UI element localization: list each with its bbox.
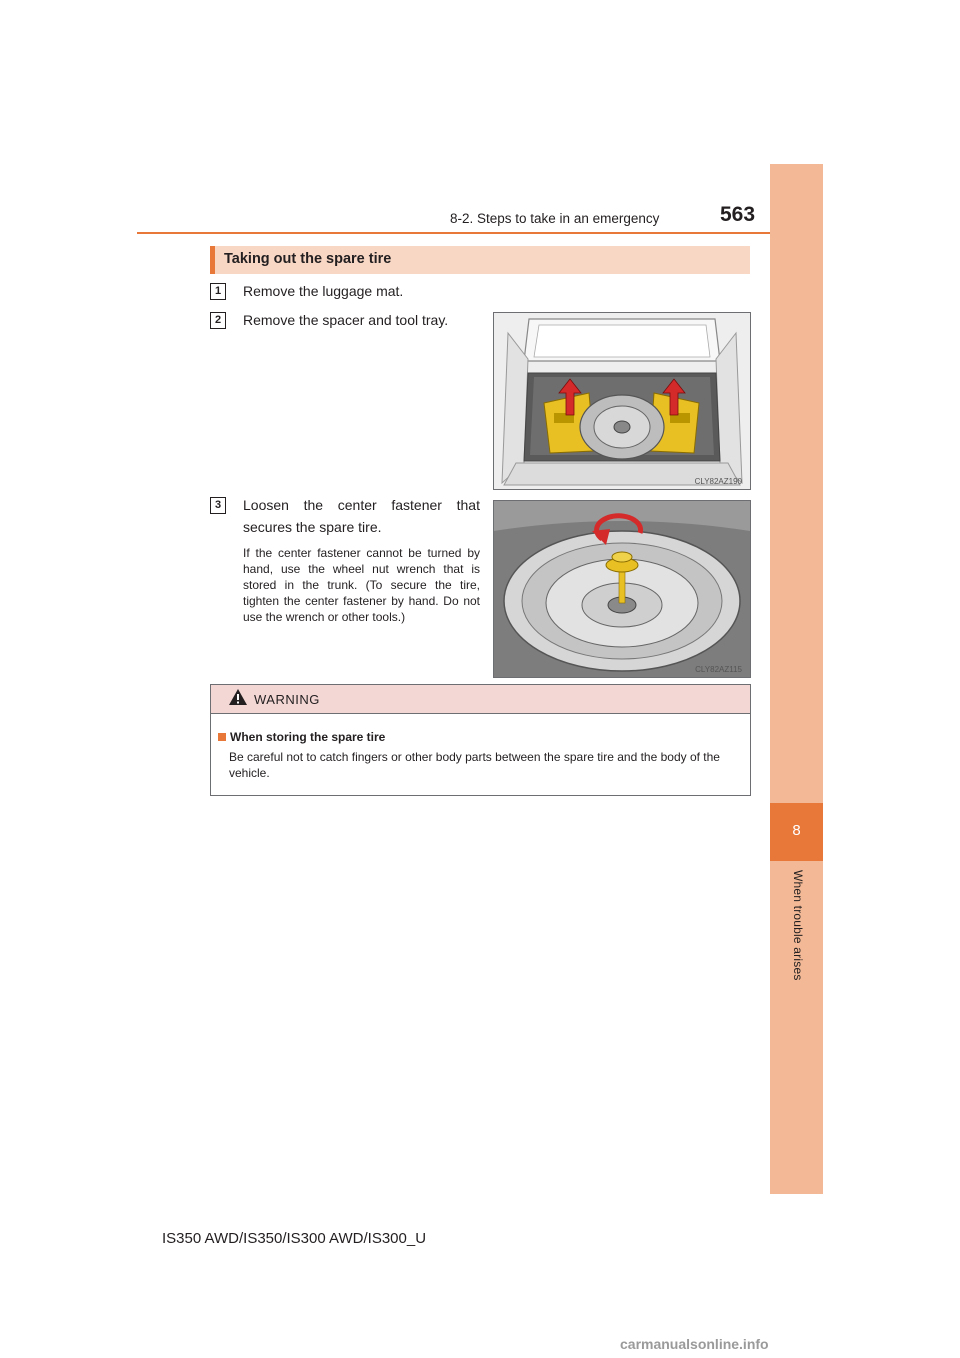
step-number-2: 2 [210, 312, 226, 329]
step-number-1: 1 [210, 283, 226, 300]
page-number: 563 [720, 203, 756, 226]
spare-tire-drawing [494, 501, 750, 677]
section-title: 8-2. Steps to take in an emergency [450, 211, 660, 226]
footer-model: IS350 AWD/IS350/IS300 AWD/IS300_U [162, 1230, 427, 1247]
chapter-number: 8 [792, 822, 801, 839]
warning-subheading [218, 730, 385, 744]
square-bullet-icon [218, 733, 226, 741]
warning-title: WARNING [254, 692, 320, 707]
step-text-1: Remove the luggage mat. [243, 283, 404, 299]
warning-body: Be careful not to catch fingers or other body parts between the spare tire and the body of the vehicle. [229, 750, 720, 780]
chapter-side-band [770, 164, 823, 1194]
step-text-3: Loosen the center fastener that secures the spare tire. [243, 497, 480, 535]
tire-illustration-code: CLY82AZ115 [695, 665, 742, 674]
section-heading: Taking out the spare tire [224, 251, 392, 267]
spare-tire-illustration [493, 500, 751, 678]
header-divider [137, 232, 823, 234]
step-number-3: 3 [210, 497, 226, 514]
watermark: carmanualsonline.info [620, 1336, 769, 1352]
warning-triangle-icon [228, 688, 248, 706]
step-3-note: If the center fastener cannot be turned by hand, use the wheel nut wrench that is stored in the trunk. (To secure the tire, tighten the center fastener by hand. Do not use the wrench or other tools.) [243, 546, 480, 624]
section-heading-accent [210, 246, 215, 274]
trunk-illustration [493, 312, 751, 490]
chapter-label: When trouble arises [791, 870, 805, 981]
trunk-drawing [494, 313, 750, 489]
trunk-illustration-code: CLY82AZ190 [694, 477, 742, 486]
warning-subheading-text: When storing the spare tire [230, 730, 386, 744]
step-text-2: Remove the spacer and tool tray. [243, 312, 449, 328]
